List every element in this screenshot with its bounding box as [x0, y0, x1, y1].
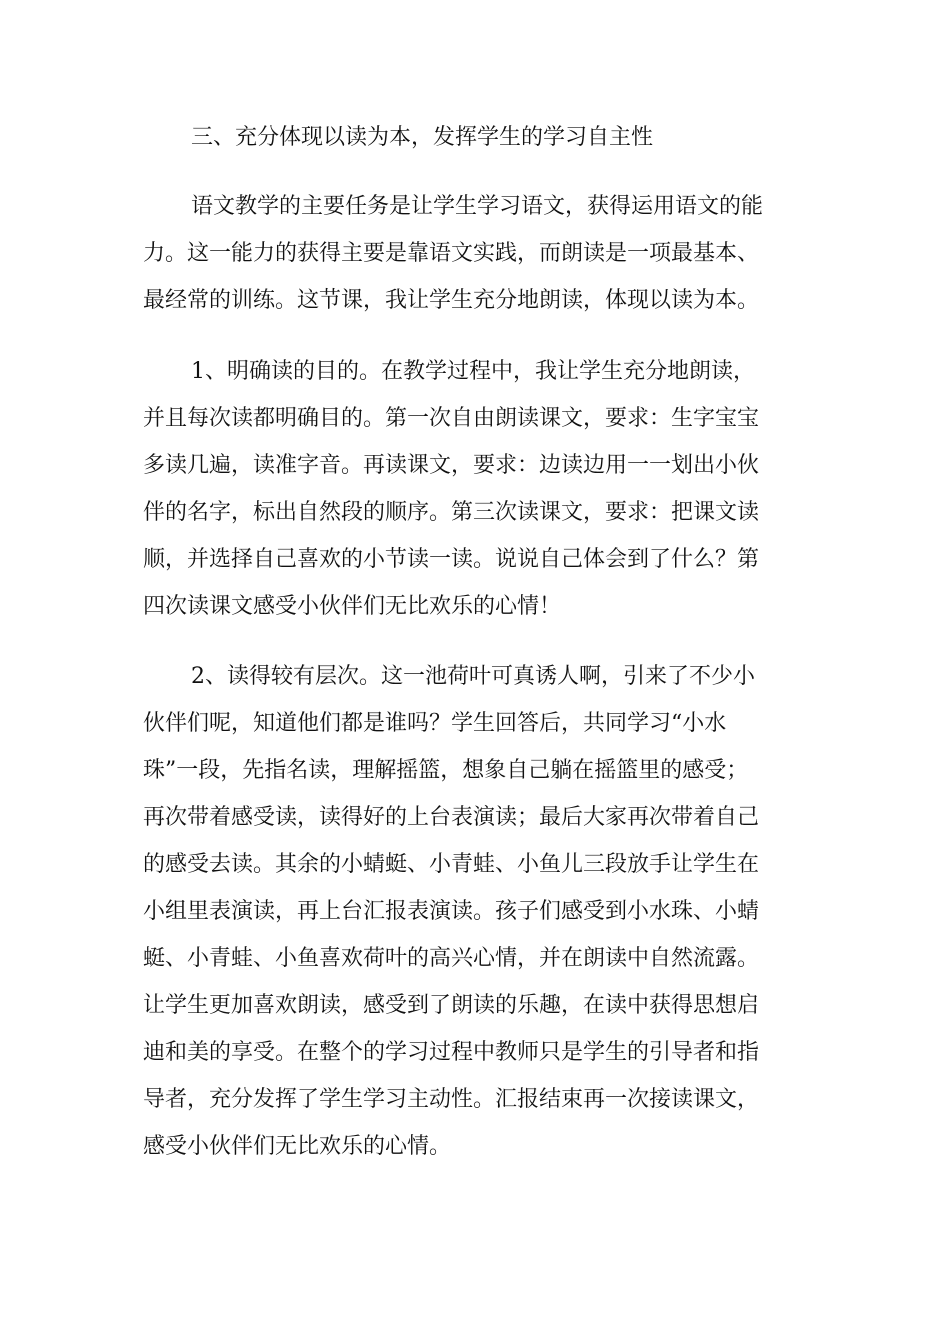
paragraph-1-line-1: 语文教学的主要任务是让学生学习语文，获得运用语文的能 — [191, 194, 764, 219]
paragraph-2-line-6: 四次读课文感受小伙伴们无比欢乐的心情！ — [143, 594, 562, 619]
section-heading: 三、充分体现以读为本，发挥学生的学习自主性 — [191, 125, 654, 150]
paragraph-2-line-4: 伴的名字，标出自然段的顺序。第三次读课文，要求：把课文读 — [143, 500, 760, 525]
paragraph-1-line-2: 力。这一能力的获得主要是靠语文实践，而朗读是一项最基本、 — [143, 241, 760, 266]
paragraph-3-line-9: 迪和美的享受。在整个的学习过程中教师只是学生的引导者和指 — [143, 1040, 760, 1065]
paragraph-3-line-6: 小组里表演读，再上台汇报表演读。孩子们感受到小水珠、小蜻 — [143, 899, 760, 924]
paragraph-2-line-5: 顺，并选择自己喜欢的小节读一读。说说自己体会到了什么？第 — [143, 547, 760, 572]
paragraph-3-line-5: 的感受去读。其余的小蜻蜓、小青蛙、小鱼儿三段放手让学生在 — [143, 852, 760, 877]
paragraph-1-line-3: 最经常的训练。这节课，我让学生充分地朗读，体现以读为本。 — [143, 288, 760, 313]
paragraph-3-line-10: 导者，充分发挥了学生学习主动性。汇报结束再一次接读课文， — [143, 1087, 760, 1112]
paragraph-3-line-7: 蜓、小青蛙、小鱼喜欢荷叶的高兴心情，并在朗读中自然流露。 — [143, 946, 760, 971]
paragraph-3-line-2: 伙伴们呢，知道他们都是谁吗？学生回答后，共同学习“小水 — [143, 711, 727, 736]
paragraph-3-line-3: 珠”一段，先指名读，理解摇篮，想象自己躺在摇篮里的感受； — [143, 758, 749, 783]
paragraph-2-line-1: 1、明确读的目的。在教学过程中，我让学生充分地朗读， — [191, 359, 755, 384]
paragraph-3-line-4: 再次带着感受读，读得好的上台表演读；最后大家再次带着自己 — [143, 805, 760, 830]
paragraph-2-line-3: 多读几遍，读准字音。再读课文，要求：边读边用一一划出小伙 — [143, 453, 760, 478]
paragraph-2-line-2: 并且每次读都明确目的。第一次自由朗读课文，要求：生字宝宝 — [143, 406, 760, 431]
paragraph-3-line-1: 2、读得较有层次。这一池荷叶可真诱人啊，引来了不少小 — [191, 664, 755, 689]
paragraph-3-line-11: 感受小伙伴们无比欢乐的心情。 — [143, 1134, 452, 1159]
paragraph-3-line-8: 让学生更加喜欢朗读，感受到了朗读的乐趣，在读中获得思想启 — [143, 993, 760, 1018]
